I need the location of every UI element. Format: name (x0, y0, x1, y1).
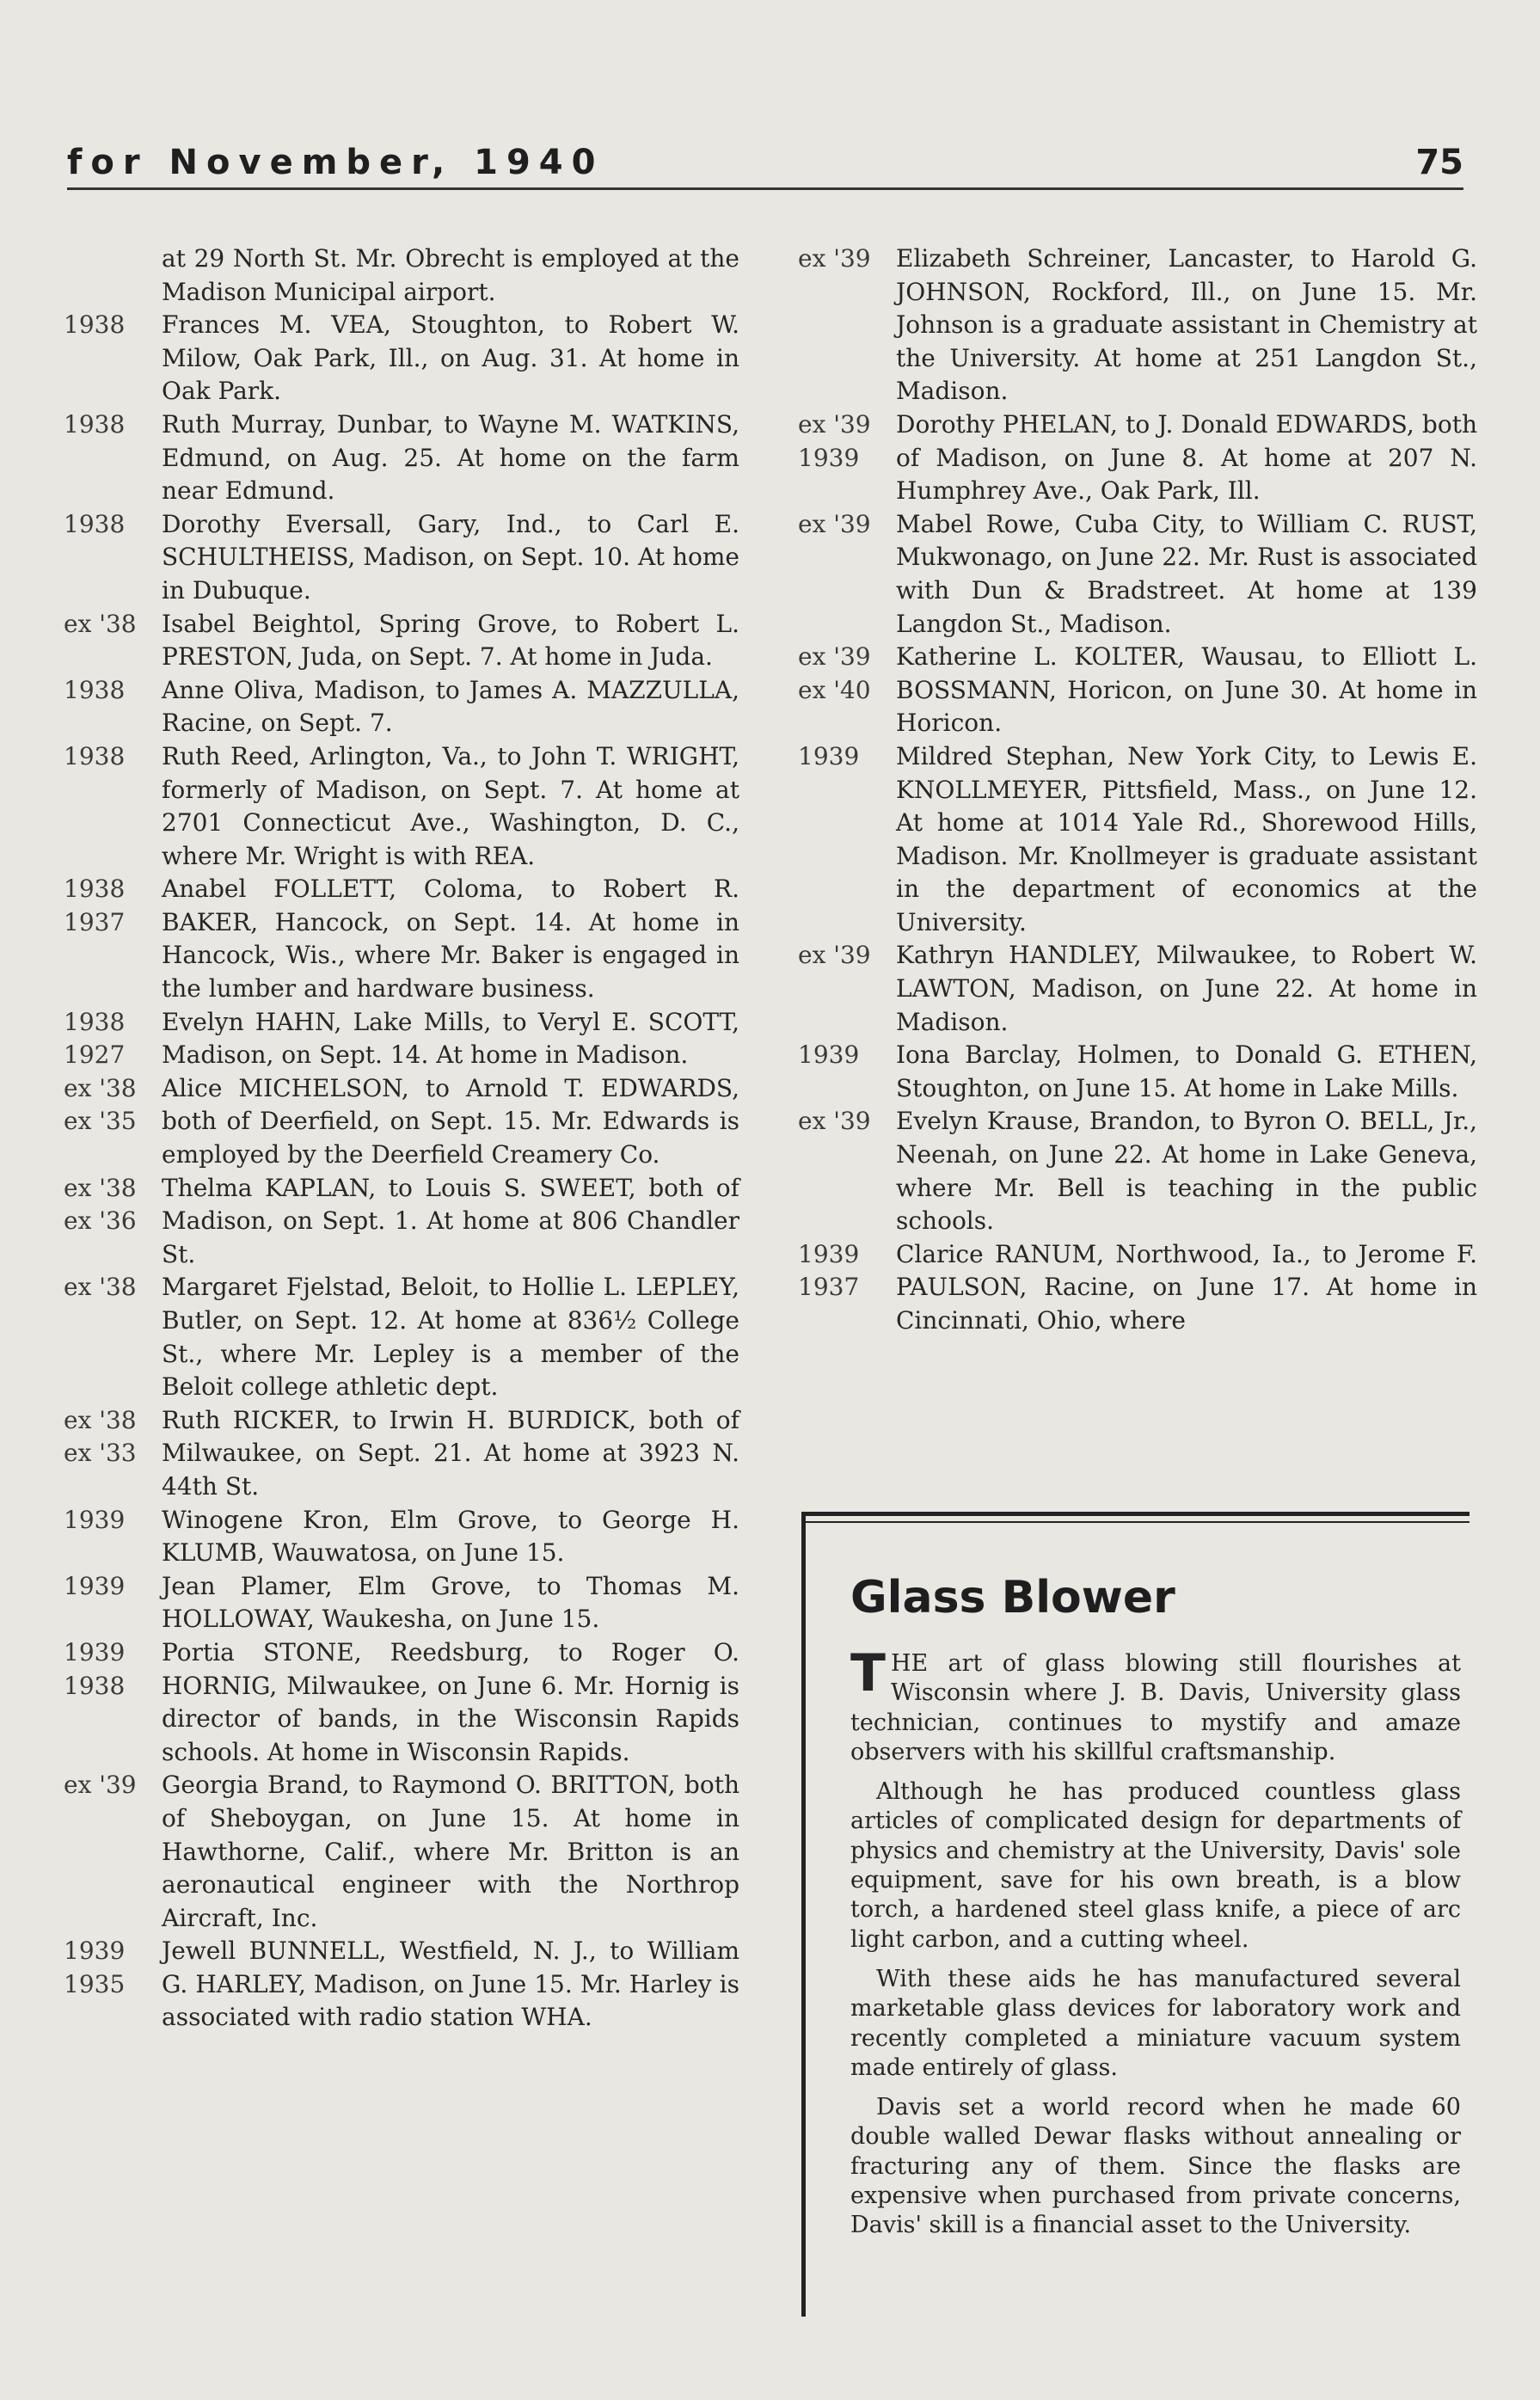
entry-text: Jewell BUNNELL, Westfield, N. J., to William G. HARLEY, Madison, on June 15. Mr. Harley is associated with radio station WHA. (162, 1937, 739, 2032)
entry-text: Anne Oliva, Madison, to James A. MAZZULLA, Racine, on Sept. 7. (162, 675, 739, 738)
marriage-entry (798, 939, 1477, 1039)
class-years: ex '39 (798, 941, 871, 970)
class-years: ex '38 (64, 1273, 137, 1302)
entry-text: Winogene Kron, Elm Grove, to George H. KLUMB, Wauwatosa, on June 15. (162, 1505, 739, 1568)
entry-text: Frances M. VEA, Stoughton, to Robert W. Milow, Oak Park, Ill., on Aug. 31. At home in Oak Park. (162, 310, 739, 406)
sidebar-top-rule (806, 1512, 1469, 1516)
page-header (67, 136, 1463, 190)
entry-text: Elizabeth Schreiner, Lancaster, to Harold G. JOHNSON, Rockford, Ill., on June 15. Mr. Johnson is a graduate assistant in Chemistry at the University. At home at 251 Langdon St., Madison. (896, 244, 1477, 406)
running-title: for November, 1940 (67, 143, 604, 182)
class-years: 1938 (64, 509, 126, 538)
sidebar-paragraph: Davis set a world record when he made 60 double walled Dewar flasks without annealing or fracturing any of them. Since the flasks are expensive when purchased from private concerns, Davis' skill is a financial asset to the University. (850, 2094, 1461, 2239)
marriage-entry (64, 1172, 739, 1272)
marriage-entry (64, 608, 739, 674)
marriage-entry (64, 873, 739, 1005)
sidebar-title: Glass Blower (850, 1572, 1175, 1624)
entry-text: Portia STONE, Reedsburg, to Roger O. HORNIG, Milwaukee, on June 6. Mr. Hornig is director of bands, in the Wisconsin Rapids schools. At home in Wisconsin Rapids. (162, 1637, 739, 1766)
class-years: 1939 (64, 1571, 126, 1600)
entry-text: Kathryn HANDLEY, Milwaukee, to Robert W. LAWTON, Madison, on June 22. At home in Madison. (896, 941, 1477, 1036)
entry-text: Dorothy PHELAN, to J. Donald EDWARDS, both of Madison, on June 8. At home at 207 N. Humphrey Ave., Oak Park, Ill. (896, 409, 1477, 506)
class-years: 1939 1937 (798, 1239, 860, 1302)
entry-text: Ruth RICKER, to Irwin H. BURDICK, both of Milwaukee, on Sept. 21. At home at 3923 N. 44th St. (162, 1405, 739, 1501)
marriage-entry (64, 1636, 739, 1769)
page-number: 75 (1415, 143, 1463, 182)
entry-text: Mildred Stephan, New York City, to Lewis E. KNOLLMEYER, Pittsfield, Mass., on June 12. At home at 1014 Yale Rd., Shorewood Hills, Madison. Mr. Knollmeyer is graduate assistant in the department of economics at the University. (896, 741, 1477, 936)
entry-text: Georgia Brand, to Raymond O. BRITTON, both of Sheboygan, on June 15. At home in Hawthorne, Calif., where Mr. Britton is an aeronautical engineer with the Northrop Aircraft, Inc. (162, 1771, 739, 1932)
class-years: ex '39 ex '40 (798, 642, 871, 704)
marriage-entry (798, 1105, 1477, 1237)
sidebar-paragraph (850, 1643, 1461, 1767)
class-years: ex '38 ex '35 (64, 1073, 137, 1136)
marriage-entry (798, 1238, 1477, 1338)
class-years: 1938 1937 (64, 875, 126, 936)
entry-text: Jean Plamer, Elm Grove, to Thomas M. HOLLOWAY, Waukesha, on June 15. (162, 1571, 739, 1634)
drop-cap: T (850, 1643, 886, 1703)
class-years: 1939 (798, 741, 860, 770)
entry-text: Ruth Reed, Arlington, Va., to John T. WRIGHT, formerly of Madison, on Sept. 7. At home at 2701 Connecticut Ave., Washington, D. C., where Mr. Wright is with REA. (162, 741, 739, 870)
sidebar-paragraph: Although he has produced countless glass articles of complicated design for departments of physics and chemistry at the University, Davis' sole equipment, save for his own breath, is a blow torch, a hardened steel glass knife, a piece of arc light carbon, and a cutting wheel. (850, 1778, 1461, 1953)
entry-text: Katherine L. KOLTER, Wausau, to Elliott L. BOSSMANN, Horicon, on June 30. At home in Horicon. (896, 642, 1477, 738)
marriage-entry (64, 1769, 739, 1935)
class-years: 1938 (64, 675, 126, 704)
class-years: 1938 1927 (64, 1007, 126, 1070)
entry-text: Clarice RANUM, Northwood, Ia., to Jerome F. PAULSON, Racine, on June 17. At home in Cincinnati, Ohio, where (896, 1239, 1477, 1335)
marriage-entry (798, 408, 1477, 508)
entry-text: Isabel Beightol, Spring Grove, to Robert L. PRESTON, Juda, on Sept. 7. At home in Juda. (162, 609, 739, 672)
sidebar-thin-rule (806, 1521, 1469, 1523)
entry-text: Margaret Fjelstad, Beloit, to Hollie L. LEPLEY, Butler, on Sept. 12. At home at 836½ College St., where Mr. Lepley is a member of the Beloit college athletic dept. (162, 1273, 739, 1402)
class-years: ex '38 ex '36 (64, 1173, 137, 1236)
class-years: 1938 (64, 310, 126, 340)
marriage-entry (64, 1504, 739, 1570)
class-years: ex '39 (64, 1771, 137, 1800)
left-column (64, 242, 739, 2035)
marriage-entry (798, 641, 1477, 740)
marriage-entry (64, 674, 739, 740)
marriage-entry (798, 508, 1477, 641)
entry-text: Thelma KAPLAN, to Louis S. SWEET, both of Madison, on Sept. 1. At home at 806 Chandler St. (162, 1173, 739, 1268)
marriage-entry (798, 740, 1477, 940)
marriage-entry (64, 1072, 739, 1172)
class-years (64, 242, 162, 309)
marriage-entry (798, 242, 1477, 408)
sidebar-paragraph: With these aids he has manufactured several marketable glass devices for laboratory work and recently completed a miniature vacuum system made entirely of glass. (850, 1965, 1461, 2081)
sidebar-body (850, 1643, 1461, 2251)
class-years: 1939 1938 (64, 1637, 126, 1700)
class-years: 1938 (64, 409, 126, 439)
class-years: ex '39 (798, 244, 871, 273)
class-years: 1938 (64, 741, 126, 770)
class-years: ex '39 (798, 1107, 871, 1136)
class-years: 1939 (798, 1040, 860, 1070)
entry-text: Ruth Murray, Dunbar, to Wayne M. WATKINS, Edmund, on Aug. 25. At home on the farm near Edmund. (162, 409, 739, 506)
right-column (798, 242, 1477, 1338)
marriage-entry (64, 1570, 739, 1636)
entry-text: Evelyn HAHN, Lake Mills, to Veryl E. SCOTT, Madison, on Sept. 14. At home in Madison. (162, 1007, 739, 1070)
entry-text: Iona Barclay, Holmen, to Donald G. ETHEN, Stoughton, on June 15. At home in Lake Mills. (896, 1040, 1477, 1102)
marriage-entry (798, 1039, 1477, 1105)
marriage-entry (64, 242, 739, 309)
entry-text: at 29 North St. Mr. Obrecht is employed at the Madison Municipal airport. (162, 244, 739, 306)
marriage-entry (64, 740, 739, 873)
class-years: ex '39 1939 (798, 409, 871, 472)
marriage-entry (64, 309, 739, 408)
marriage-entry (64, 1006, 739, 1072)
marriage-entry (64, 1404, 739, 1504)
marriage-entry (64, 408, 739, 508)
class-years: ex '38 (64, 609, 137, 638)
entry-text: Alice MICHELSON, to Arnold T. EDWARDS, both of Deerfield, on Sept. 15. Mr. Edwards is employed by the Deerfield Creamery Co. (162, 1073, 739, 1169)
entry-text: Mabel Rowe, Cuba City, to William C. RUST, Mukwonago, on June 22. Mr. Rust is associated with Dun & Bradstreet. At home at 139 Langdon St., Madison. (896, 509, 1477, 638)
class-years: 1939 1935 (64, 1937, 126, 1998)
class-years: 1939 (64, 1505, 126, 1534)
marriage-entry (64, 1271, 739, 1403)
glass-blower-sidebar (801, 1512, 1469, 2317)
class-years: ex '39 (798, 509, 871, 538)
entry-text: Evelyn Krause, Brandon, to Byron O. BELL, Jr., Neenah, on June 22. At home in Lake Geneva, where Mr. Bell is teaching in the public schools. (896, 1107, 1477, 1236)
entry-text: Anabel FOLLETT, Coloma, to Robert R. BAKER, Hancock, on Sept. 14. At home in Hancock, Wis., where Mr. Baker is engaged in the lumber and hardware business. (162, 875, 739, 1004)
marriage-entry (64, 508, 739, 608)
paragraph-text: HE art of glass blowing still flourishes at Wisconsin where J. B. Davis, University glass technician, continues to mystify and amaze observers with his skillful craftsmanship. (850, 1650, 1461, 1765)
marriage-entry (64, 1935, 739, 2035)
class-years: ex '38 ex '33 (64, 1405, 137, 1468)
entry-text: Dorothy Eversall, Gary, Ind., to Carl E. SCHULTHEISS, Madison, on Sept. 10. At home in Dubuque. (162, 509, 739, 605)
